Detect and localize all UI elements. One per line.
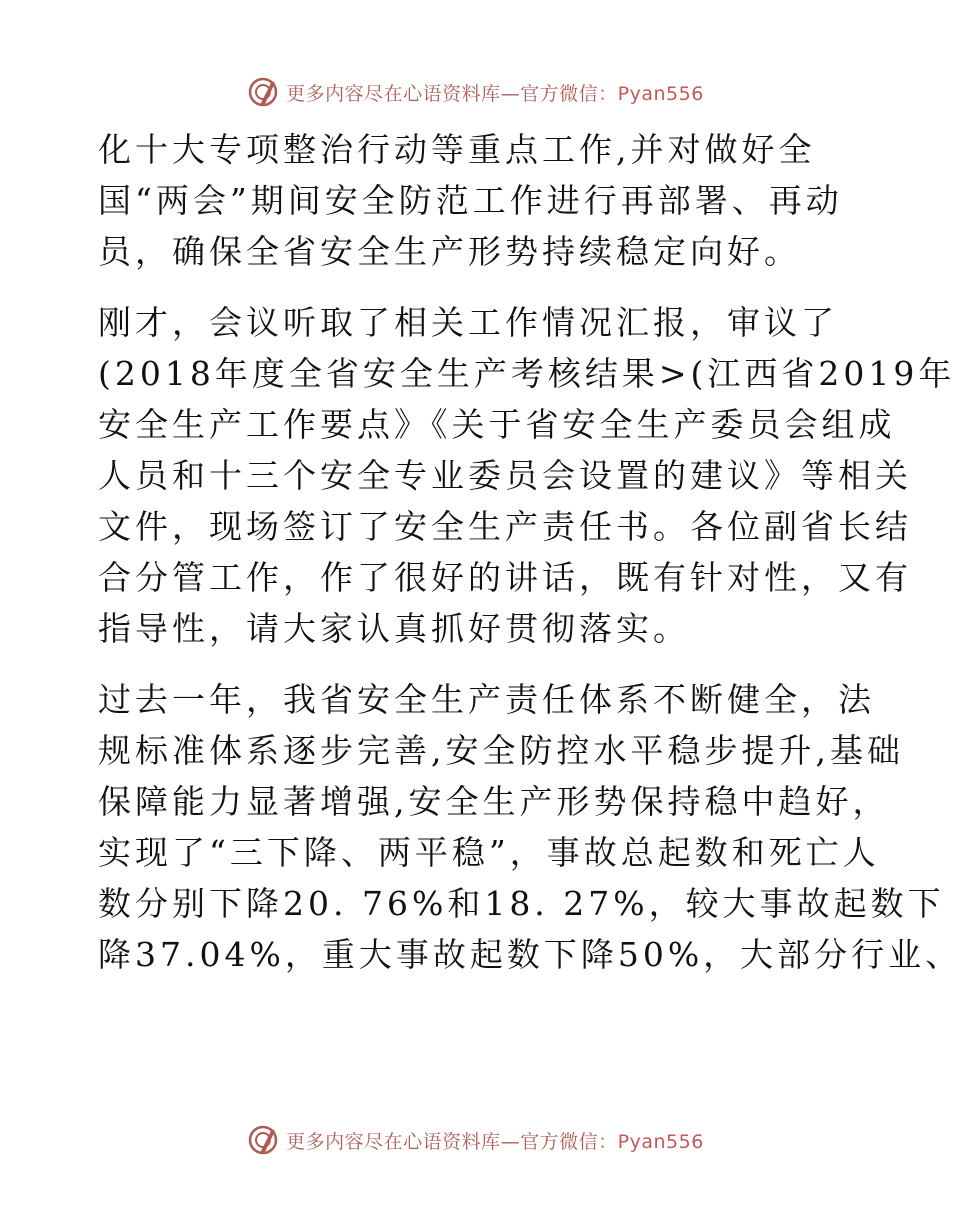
watermark-wechat-id: Pyan556 bbox=[617, 82, 704, 105]
watermark-label: 更多内容尽在心语资料库—官方微信： bbox=[286, 82, 618, 105]
text-line: 化十大专项整治行动等重点工作,并对做好全 bbox=[98, 130, 816, 169]
document-body bbox=[98, 124, 962, 1000]
text-line: 合分管工作，作了很好的讲话，既有针对性，又有 bbox=[98, 558, 912, 597]
text-line: 降37.04%，重大事故起数下降50%，大部分行业、 bbox=[98, 935, 962, 974]
watermark-label: 更多内容尽在心语资料库—官方微信： bbox=[286, 1130, 618, 1153]
paragraph bbox=[98, 124, 858, 277]
text-line: 保障能力显著增强,安全生产形势保持稳中趋好， bbox=[98, 782, 890, 821]
text-line: 数分别下降20. 76%和18. 27%，较大事故起数下 bbox=[98, 884, 945, 923]
paragraph bbox=[98, 674, 962, 980]
text-line: 规标准体系逐步完善,安全防控水平稳步提升,基础 bbox=[98, 731, 904, 770]
header-watermark bbox=[0, 72, 950, 112]
paragraph bbox=[98, 297, 956, 654]
text-line: 员，确保全省安全生产形势持续稳定向好。 bbox=[98, 232, 801, 271]
text-line: 指导性，请大家认真抓好贯彻落实。 bbox=[98, 609, 690, 648]
pen-circle-icon bbox=[246, 1123, 280, 1157]
text-line: 人员和十三个安全专业委员会设置的建议》等相关 bbox=[98, 456, 912, 495]
text-line: (2018年度全省安全生产考核结果>(江西省2019年 bbox=[98, 354, 956, 393]
footer-watermark bbox=[0, 1120, 950, 1160]
text-line: 国“两会”期间安全防范工作进行再部署、再动 bbox=[98, 181, 843, 220]
watermark-wechat-id: Pyan556 bbox=[617, 1130, 704, 1153]
text-line: 安全生产工作要点》《关于省安全生产委员会组成 bbox=[98, 405, 896, 444]
pen-circle-icon bbox=[246, 75, 280, 109]
text-line: 刚才，会议听取了相关工作情况汇报，审议了 bbox=[98, 303, 838, 342]
watermark-text bbox=[286, 1127, 704, 1154]
text-line: 实现了“三下降、两平稳”，事故总起数和死亡人 bbox=[98, 833, 880, 872]
text-line: 过去一年，我省安全生产责任体系不断健全，法 bbox=[98, 680, 875, 719]
watermark-text bbox=[286, 79, 704, 106]
text-line: 文件，现场签订了安全生产责任书。各位副省长结 bbox=[98, 507, 912, 546]
